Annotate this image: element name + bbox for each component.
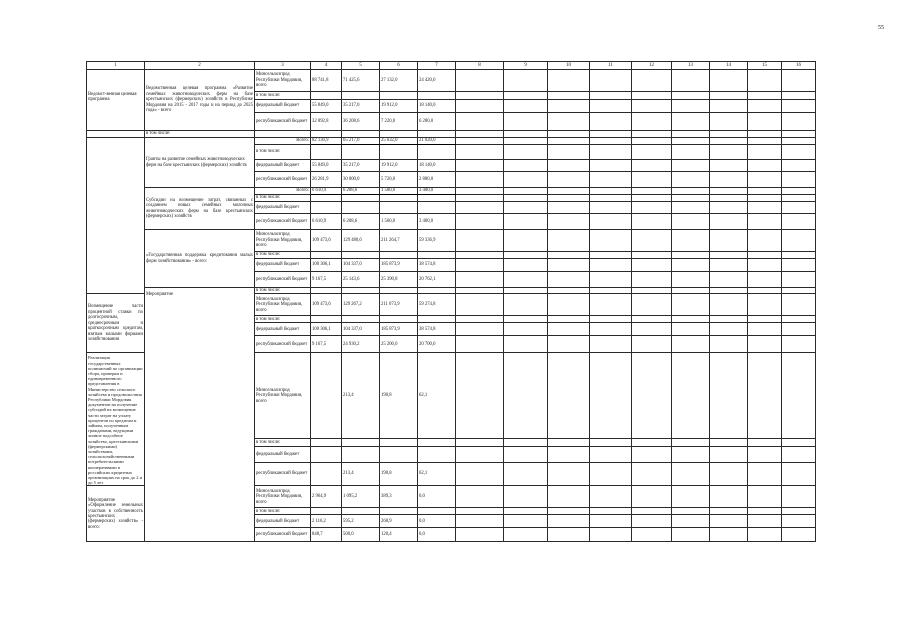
- source-cell: республиканский бюджет: [255, 113, 311, 131]
- value-cell: 120,4: [380, 528, 418, 542]
- value-cell: 2 116,2: [311, 515, 342, 528]
- value-cell: 36 208,6: [342, 113, 380, 131]
- value-cell: 24 420,0: [418, 70, 456, 92]
- value-cell: 3 400,0: [418, 188, 456, 195]
- source-cell: в том числе:: [255, 252, 311, 259]
- value-cell: 100 306,1: [311, 259, 342, 272]
- source-cell: в том числе:: [255, 439, 311, 447]
- col-number: 6: [380, 62, 418, 70]
- value-cell: 0,0: [418, 528, 456, 542]
- col-number: 15: [748, 62, 782, 70]
- value-cell: 211 073,9: [380, 294, 418, 316]
- value-cell: 27 132,0: [380, 70, 418, 92]
- col-number: 12: [632, 62, 672, 70]
- value-cell: 0,0: [418, 515, 456, 528]
- value-cell: 2 964,9: [311, 486, 342, 508]
- value-cell: 38 574,8: [418, 323, 456, 336]
- value-cell: 1 500,0: [380, 188, 418, 195]
- value-cell: 25 390,8: [380, 272, 418, 288]
- source-cell: федеральный бюджет: [255, 100, 311, 113]
- value-cell: 55 849,0: [311, 100, 342, 113]
- source-cell: Минсельхозпрод Республики Мордовия, всего: [255, 353, 311, 439]
- source-cell: федеральный бюджет: [255, 259, 311, 272]
- value-cell: 104 337,0: [342, 323, 380, 336]
- source-cell: федеральный бюджет: [255, 160, 311, 172]
- value-cell: 213,4: [342, 462, 380, 486]
- source-cell: федеральный бюджет: [255, 202, 311, 214]
- col-number: 5: [342, 62, 380, 70]
- value-cell: 71 425,6: [342, 70, 380, 92]
- source-cell: республиканский бюджет: [255, 528, 311, 542]
- source-cell: республиканский бюджет: [255, 214, 311, 230]
- value-cell: 6 208,6: [342, 188, 380, 195]
- table-row: [87, 138, 816, 145]
- value-cell: 6 208,6: [342, 214, 380, 230]
- value-cell: 129 480,6: [342, 230, 380, 252]
- value-cell: 1 095,2: [342, 486, 380, 508]
- value-cell: 190,8: [380, 353, 418, 439]
- value-cell: 185 873,9: [380, 323, 418, 336]
- source-cell: республиканский бюджет: [255, 172, 311, 188]
- value-cell: 1 500,0: [380, 214, 418, 230]
- col-number: 9: [504, 62, 548, 70]
- value-cell: 7 220,0: [380, 113, 418, 131]
- program-name: Реализация государственных полномочий по организации сбора, проверки и единовременного представления в Министерство сельского хозяйства и продовольствия Республики Мордовия документов на получение субсидий на возмещение части затрат на уплату процентов по кредитам и займам, полученным гражданами, ведущими личное подсобное хозяйство, крестьянскими (фермерскими) хозяйствами, сельскохозяйственными потребительскими кооперативами в российских кредитных организациях на срок до 2 и до 5 лет: [87, 353, 145, 486]
- col-number: 1: [87, 62, 145, 70]
- table-row: [87, 188, 816, 195]
- value-cell: 100 306,1: [311, 323, 342, 336]
- page-number: 55: [878, 25, 884, 31]
- program-name: Мероприятие «Оформление земельных участков в собственность крестьянских (фермерских) хозяйств» - всего:: [87, 486, 145, 542]
- value-cell: 129 267,2: [342, 294, 380, 316]
- source-cell: республиканский бюджет: [255, 336, 311, 353]
- source-cell: в том числе:: [255, 508, 311, 515]
- source-cell: Всего:: [255, 138, 311, 145]
- value-cell: 26 281,9: [311, 172, 342, 188]
- value-cell: 595,2: [342, 515, 380, 528]
- col-number: 11: [590, 62, 632, 70]
- source-cell: Минсельхозпрод Республики Мордовия, всего: [255, 70, 311, 92]
- value-cell: 35 217,0: [342, 160, 380, 172]
- source-cell: федеральный бюджет: [255, 446, 311, 462]
- col-number: 10: [548, 62, 590, 70]
- source-cell: республиканский бюджет: [255, 272, 311, 288]
- value-cell: 25 632,0: [380, 138, 418, 145]
- value-cell: 32 892,8: [311, 113, 342, 131]
- program-name: Субсидии на возмещение затрат, связанных с созданием новых семейных молочных животноводческих ферм на базе крестьянских (фермерских) хозяйств: [145, 188, 255, 230]
- source-cell: республиканский бюджет: [255, 462, 311, 486]
- source-cell: в том числе:: [255, 92, 311, 100]
- program-name: Возмещение части процентной ставки по долгосрочным, среднесрочным и краткосрочным кредитам, взятым малыми формами хозяйствования: [87, 294, 145, 353]
- value-cell: 30 000,0: [342, 172, 380, 188]
- source-cell: в том числе:: [255, 145, 311, 160]
- subheading-cell: в том числе:: [255, 288, 311, 294]
- value-cell: 55 849,0: [311, 160, 342, 172]
- program-name: «Государственная поддержка кредитования малых форм хозяйствования» - всего:: [145, 230, 255, 288]
- table-row: [87, 70, 816, 92]
- value-cell: 19 912,0: [380, 100, 418, 113]
- program-name: Ведомственная целевая программа «Развитие семейных животноводческих ферм на базе крестьянских (фермерских) хозяйств в Республике Мордовия на 2015 - 2017 годы и на период до 2025 года» - всего: [145, 70, 255, 131]
- value-cell: 25 143,6: [342, 272, 380, 288]
- col-number: 8: [456, 62, 504, 70]
- source-cell: Всего:: [255, 188, 311, 195]
- col-number: 16: [782, 62, 816, 70]
- col-number: 7: [418, 62, 456, 70]
- value-cell: 38 574,8: [418, 259, 456, 272]
- source-cell: Минсельхозпрод Республики Мордовия, всего: [255, 486, 311, 508]
- value-cell: 211 264,7: [380, 230, 418, 252]
- col-number: 3: [255, 62, 311, 70]
- value-cell: 65 217,0: [342, 138, 380, 145]
- value-cell: [311, 353, 342, 439]
- table-row: [87, 230, 816, 252]
- budget-table: [86, 61, 816, 542]
- category-cell: Ведомст-венная целевая программа: [87, 70, 145, 131]
- value-cell: 109 473,6: [311, 230, 342, 252]
- value-cell: 35 217,0: [342, 100, 380, 113]
- source-cell: в том числе:: [255, 195, 311, 202]
- value-cell: 82 130,9: [311, 138, 342, 145]
- value-cell: 9 167,5: [311, 272, 342, 288]
- value-cell: 62,1: [418, 353, 456, 439]
- table-row: [87, 131, 816, 138]
- source-cell: в том числе:: [255, 316, 311, 323]
- value-cell: 268,9: [380, 515, 418, 528]
- value-cell: 88 741,8: [311, 70, 342, 92]
- value-cell: 389,3: [380, 486, 418, 508]
- source-cell: Минсельхозпрод Республики Мордовия, всего: [255, 294, 311, 316]
- value-cell: 25 200,0: [380, 336, 418, 353]
- category-cell: Мероприятие: [145, 288, 255, 542]
- value-cell: 213,4: [342, 353, 380, 439]
- value-cell: 104 337,0: [342, 259, 380, 272]
- value-cell: 59 336,9: [418, 230, 456, 252]
- source-cell: федеральный бюджет: [255, 515, 311, 528]
- value-cell: 109 473,6: [311, 294, 342, 316]
- value-cell: 20 700,0: [418, 336, 456, 353]
- budget-table-sheet: [86, 61, 815, 566]
- value-cell: 6 610,9: [311, 214, 342, 230]
- value-cell: [311, 462, 342, 486]
- value-cell: 21 020,0: [418, 138, 456, 145]
- value-cell: 19 912,0: [380, 160, 418, 172]
- value-cell: 18 140,0: [418, 100, 456, 113]
- col-number: 13: [672, 62, 710, 70]
- value-cell: 20 762,1: [418, 272, 456, 288]
- value-cell: 848,7: [311, 528, 342, 542]
- value-cell: 2 880,0: [418, 172, 456, 188]
- value-cell: 18 140,0: [418, 160, 456, 172]
- value-cell: 62,1: [418, 462, 456, 486]
- value-cell: 6 610,9: [311, 188, 342, 195]
- col-number: 2: [145, 62, 255, 70]
- value-cell: 185 873,9: [380, 259, 418, 272]
- value-cell: 9 167,5: [311, 336, 342, 353]
- value-cell: 3 400,0: [418, 214, 456, 230]
- col-number: 4: [311, 62, 342, 70]
- value-cell: 24 930,2: [342, 336, 380, 353]
- value-cell: 5 720,0: [380, 172, 418, 188]
- value-cell: 59 274,8: [418, 294, 456, 316]
- value-cell: 190,8: [380, 462, 418, 486]
- col-number: 14: [710, 62, 748, 70]
- column-number-row: [87, 62, 816, 70]
- value-cell: 6 280,0: [418, 113, 456, 131]
- value-cell: 0,0: [418, 486, 456, 508]
- program-name: Гранты на развитие семейных животноводческих ферм на базе крестьянских (фермерских) хозяйств: [145, 138, 255, 188]
- source-cell: федеральный бюджет: [255, 323, 311, 336]
- value-cell: 500,0: [342, 528, 380, 542]
- subheading-cell: в том числе:: [145, 131, 255, 138]
- source-cell: Минсельхозпрод Республики Мордовия, всего: [255, 230, 311, 252]
